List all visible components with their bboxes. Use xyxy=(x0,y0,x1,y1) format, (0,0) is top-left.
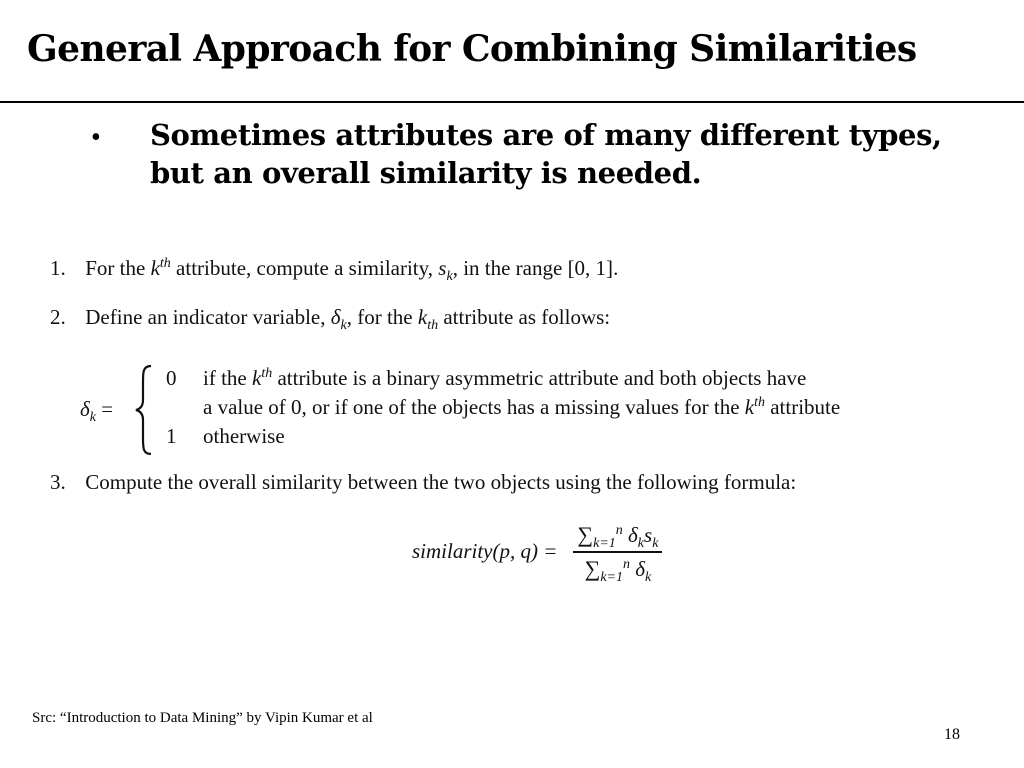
case-0-line-2 xyxy=(203,395,840,420)
title-divider xyxy=(0,101,1024,103)
case-0-line-2-th: th xyxy=(754,395,765,410)
slide-title: General Approach for Combining Similarities xyxy=(27,28,917,70)
bullet-marker: • xyxy=(91,122,101,153)
numerator-s: s xyxy=(644,523,653,547)
step-2-delta: δ xyxy=(330,305,341,329)
case-0-line-2-k: k xyxy=(744,395,755,419)
step-2-number: 2. xyxy=(50,305,66,329)
bullet-text: Sometimes attributes are of many different types, but an overall similarity is needed. xyxy=(150,118,942,190)
fraction-bar xyxy=(573,551,662,553)
step-1-s-sub: k xyxy=(446,269,453,285)
case-1-value: 1 xyxy=(166,424,177,448)
step-2-text-b: , for the xyxy=(346,305,413,329)
step-1-th: th xyxy=(159,256,171,271)
numerator-delta-sub: k xyxy=(637,536,645,552)
case-0-line-1-a: if the xyxy=(203,366,247,390)
case-1-text: otherwise xyxy=(203,424,285,448)
denominator-delta-sub: k xyxy=(645,569,652,585)
step-2-th: th xyxy=(427,318,439,334)
step-1-s: s xyxy=(438,256,447,280)
source-citation: Src: “Introduction to Data Mining” by Vipin Kumar et al xyxy=(32,710,373,726)
case-0-line-1-k: k xyxy=(251,366,262,390)
step-2-text-c: attribute as follows: xyxy=(443,305,611,329)
indicator-delta-sub: k xyxy=(89,410,96,426)
similarity-formula xyxy=(412,522,662,585)
step-1-k: k xyxy=(150,256,160,280)
step-3-number: 3. xyxy=(50,470,66,494)
page-number: 18 xyxy=(944,726,960,743)
step-1-text-a: For the xyxy=(85,256,146,280)
step-1-range: [0, 1] xyxy=(567,256,614,280)
numerator-delta: δ xyxy=(628,523,638,547)
step-2 xyxy=(50,305,611,334)
step-1 xyxy=(50,256,619,285)
step-1-text-d: . xyxy=(613,256,619,280)
indicator-equals: = xyxy=(101,397,114,421)
indicator-lhs xyxy=(80,397,114,426)
step-3 xyxy=(50,470,796,495)
step-2-k: k xyxy=(417,305,428,329)
numerator-s-sub: k xyxy=(652,536,659,552)
formula-fraction xyxy=(573,522,662,585)
step-1-text-c: , in the range xyxy=(452,256,563,280)
step-3-text: Compute the overall similarity between the two objects using the following formula: xyxy=(85,470,797,494)
step-1-number: 1. xyxy=(50,256,66,280)
numerator-upper: n xyxy=(615,523,623,538)
numerator-lower: k=1 xyxy=(593,536,616,552)
denominator-upper: n xyxy=(622,556,630,572)
case-0-line-2-b: attribute xyxy=(770,395,841,419)
indicator-delta: δ xyxy=(80,397,90,421)
case-0-line-1-b: attribute is a binary asymmetric attribute and both objects have xyxy=(277,366,807,390)
denominator-sigma: ∑ xyxy=(584,555,601,581)
formula-lhs: similarity(p, q) = xyxy=(412,539,558,564)
denominator-delta: δ xyxy=(635,556,645,581)
step-2-delta-sub: k xyxy=(340,318,347,334)
left-brace-icon xyxy=(134,364,154,456)
step-2-text-a: Define an indicator variable, xyxy=(85,305,326,329)
case-0-line-1 xyxy=(203,366,806,391)
step-1-text-b: attribute, compute a similarity, xyxy=(176,256,434,280)
case-0-line-2-a: a value of 0, or if one of the objects has a missing values for the xyxy=(203,395,740,419)
numerator-sigma: ∑ xyxy=(577,522,594,547)
formula-denominator xyxy=(581,555,656,585)
case-0-line-1-th: th xyxy=(261,366,273,381)
denominator-lower: k=1 xyxy=(600,569,623,585)
case-0-value: 0 xyxy=(166,366,177,390)
formula-numerator xyxy=(573,522,662,552)
